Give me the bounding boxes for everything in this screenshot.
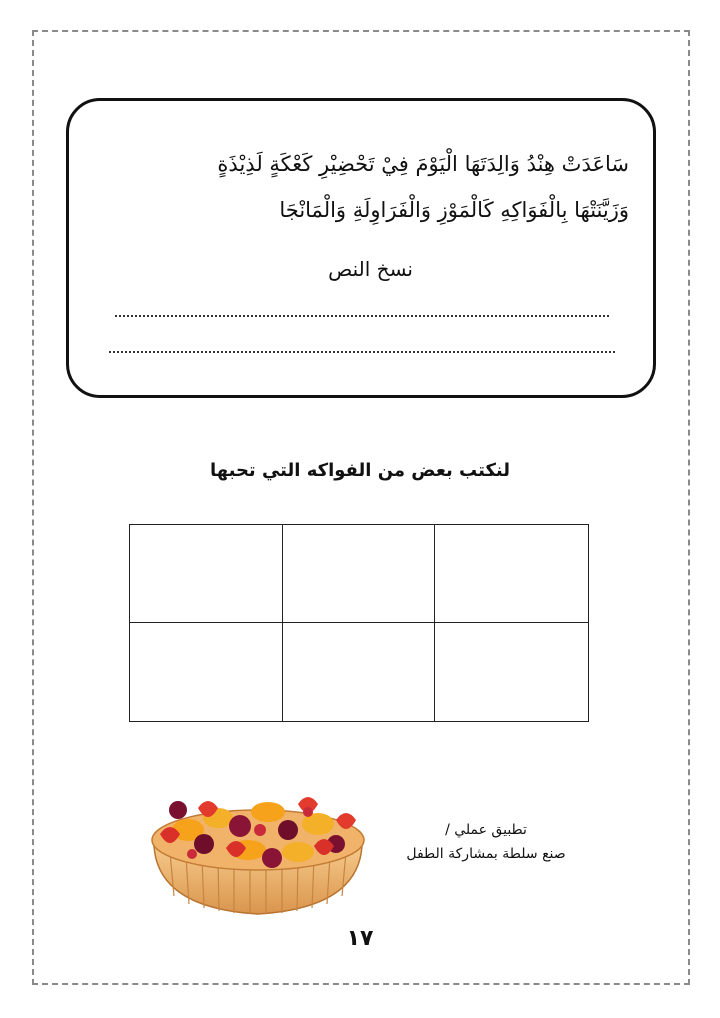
writing-line-1[interactable] xyxy=(115,315,609,317)
reading-passage xyxy=(99,141,629,233)
grid-cell[interactable] xyxy=(130,623,283,721)
page-number: ١٧ xyxy=(346,926,374,951)
grid-cell[interactable] xyxy=(283,525,436,623)
reading-text-box xyxy=(66,98,656,398)
grid-cell[interactable] xyxy=(435,623,588,721)
grid-cell[interactable] xyxy=(435,525,588,623)
fruits-heading: لنكتب بعض من الفواكه التي تحبها xyxy=(209,460,511,481)
practical-title: تطبيق عملي / xyxy=(445,822,527,838)
writing-line-2[interactable] xyxy=(109,351,615,353)
passage-line-1: سَاعَدَتْ هِنْدُ وَالِدَتَهَا الْيَوْمَ فِيْ تَحْضِيْرِ كَعْكَةٍ لَذِيْذَةٍ xyxy=(217,152,629,176)
copy-text-label: نسخ النص xyxy=(328,257,413,281)
grid-cell[interactable] xyxy=(283,623,436,721)
practical-description: صنع سلطة بمشاركة الطفل xyxy=(406,846,566,862)
fruit-writing-grid xyxy=(129,524,589,722)
practical-application xyxy=(396,818,576,866)
passage-line-2: وَزَيَّنَتْهَا بِالْفَوَاكِهِ كَالْمَوْزِ وَالْفَرَاوِلَةِ وَالْمَانْجَا xyxy=(279,198,629,222)
grid-cell[interactable] xyxy=(130,525,283,623)
fruit-tart-icon xyxy=(148,768,368,918)
